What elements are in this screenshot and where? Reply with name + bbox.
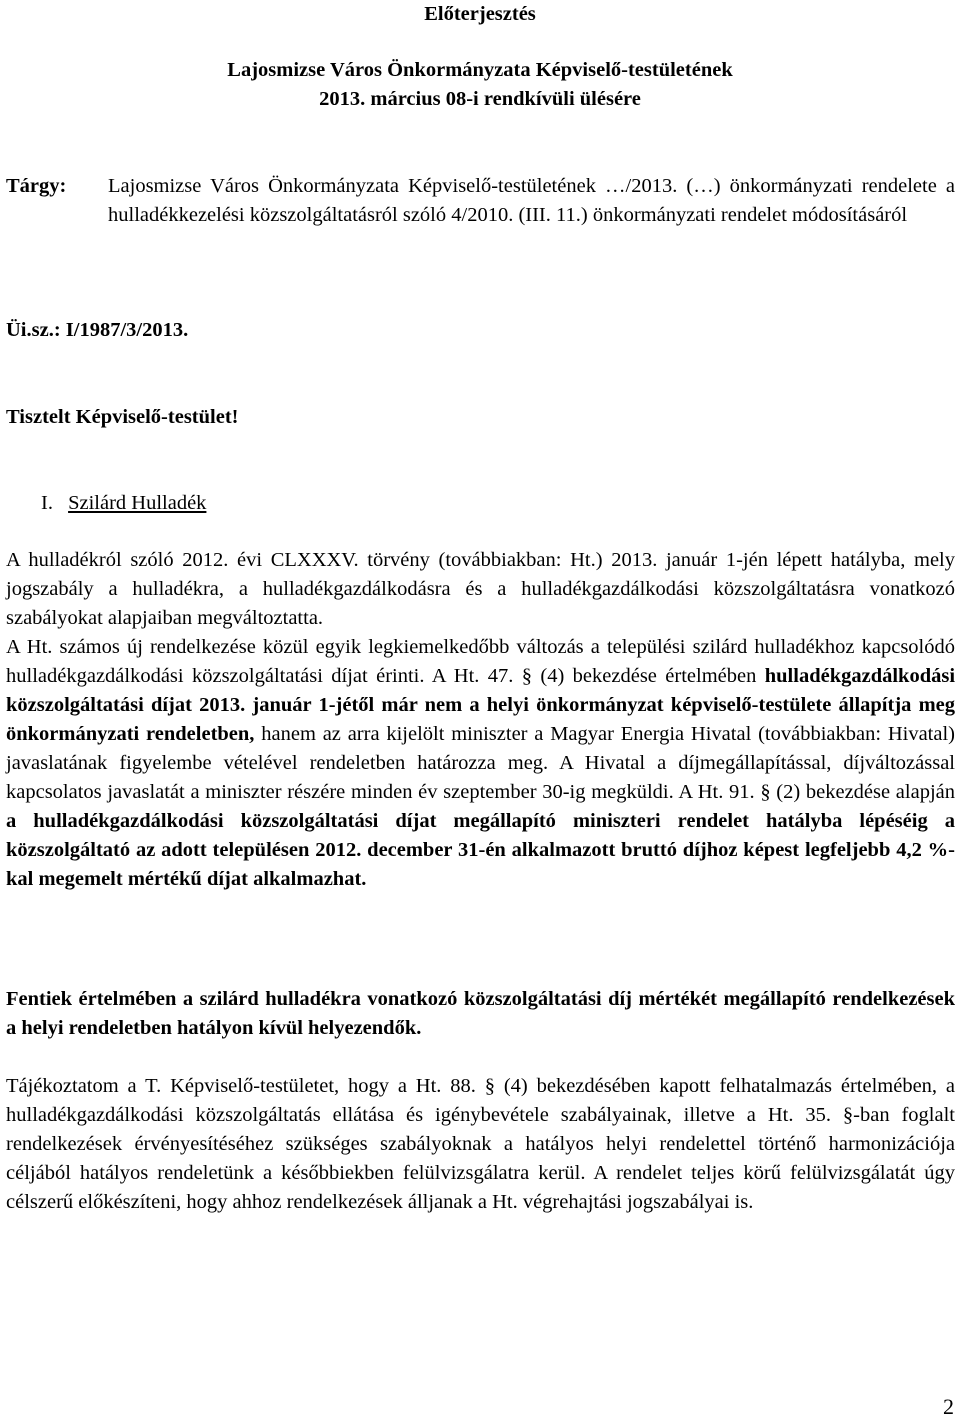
subject-text: Lajosmizse Város Önkormányzata Képviselő-testületének …/2013. (…) önkormányzati rendelete a hulladékkezelési közszolgáltatásról szóló 4/2010. (III. 11.) önkormányzati rendelet módosításáról — [108, 175, 955, 226]
paragraph-1-body — [6, 633, 955, 894]
section-number: I. — [41, 492, 53, 514]
paragraph-1 — [6, 546, 955, 894]
paragraph-1-text-b: hanem az arra kijelölt miniszter a Magyar Energia Hivatal (továbbiakban: Hivatal) javaslatának figyelembe vételével rendeletben határozza meg. A Hivatal a díjmegállapítással, díjváltozással kapcsolatos javaslatát a miniszter részére minden év szeptember 30-ig megküldi. A Ht. 91. § (2) bekezdése alapján — [6, 723, 955, 803]
paragraph-1-text-a: A Ht. számos új rendelkezése közül egyik legkiemelkedőbb változás a települési szilárd hulladékhoz kapcsolódó hulladékgazdálkodási közszolgáltatási díjat érinti. A Ht. 47. § (4) bekezdése értelmében — [6, 636, 955, 687]
header-line-2: 2013. március 08-i rendkívüli ülésére — [319, 88, 641, 110]
section-title: Szilárd Hulladék — [68, 492, 207, 514]
section-heading — [41, 489, 206, 518]
salutation: Tisztelt Képviselő-testület! — [6, 406, 239, 428]
subject-label: Tárgy: — [6, 175, 67, 197]
paragraph-1-bold-b: a hulladékgazdálkodási közszolgáltatási díjat megállapító miniszteri rendelet hatályba lépéséig a közszolgáltató az adott településen 2012. december 31-én alkalmazott bruttó díjhoz képest legfeljebb 4,2 %-kal megemelt mértékű díjat alkalmazhat. — [6, 810, 955, 890]
paragraph-1-sentence-1: A hulladékról szóló 2012. évi CLXXXV. törvény (továbbiakban: Ht.) 2013. január 1-jén lépett hatályba, mely jogszabály a hulladékra, a hulladékgazdálkodásra és a hulladékgazdálkodási közszolgáltatásra vonatkozó szabályokat alapjaiban megváltoztatta. — [6, 549, 955, 629]
document-title: Előterjesztés — [424, 3, 536, 25]
paragraph-2: Fentiek értelmében a szilárd hulladékra vonatkozó közszolgáltatási díj mértékét megállapító rendelkezések a helyi rendeletben hatályon kívül helyezendők. — [6, 988, 955, 1039]
reference-label: Üi.sz.: — [6, 319, 61, 341]
paragraph-1-bold-a: hulladékgazdálkodási közszolgáltatási díjat 2013. január 1-jétől már nem a helyi önkormányzat képviselő-testülete állapítja meg önkormányzati rendeletben, — [6, 665, 956, 745]
paragraph-3: Tájékoztatom a T. Képviselő-testületet, hogy a Ht. 88. § (4) bekezdésében kapott felhatalmazás értelmében, a hulladékgazdálkodási közszolgáltatás ellátása és igénybevétele szabályainak, illetve a Ht. 35. §-ban foglalt rendelkezések érvényesítéséhez szükséges szabályoknak a hatályos helyi rendelettel történő harmonizációja céljából hatályos rendeletünk a későbbiekben felülvizsgálatra kerül. A rendelet teljes körű felülvizsgálatát úgy célszerű előkészíteni, hogy ahhoz rendelkezések álljanak a Ht. végrehajtási jogszabályai is. — [6, 1075, 955, 1213]
header-line-1: Lajosmizse Város Önkormányzata Képviselő-testületének — [227, 59, 733, 81]
reference-number — [6, 316, 188, 345]
reference-value: I/1987/3/2013. — [65, 319, 189, 341]
page-number: 2 — [943, 1394, 954, 1419]
